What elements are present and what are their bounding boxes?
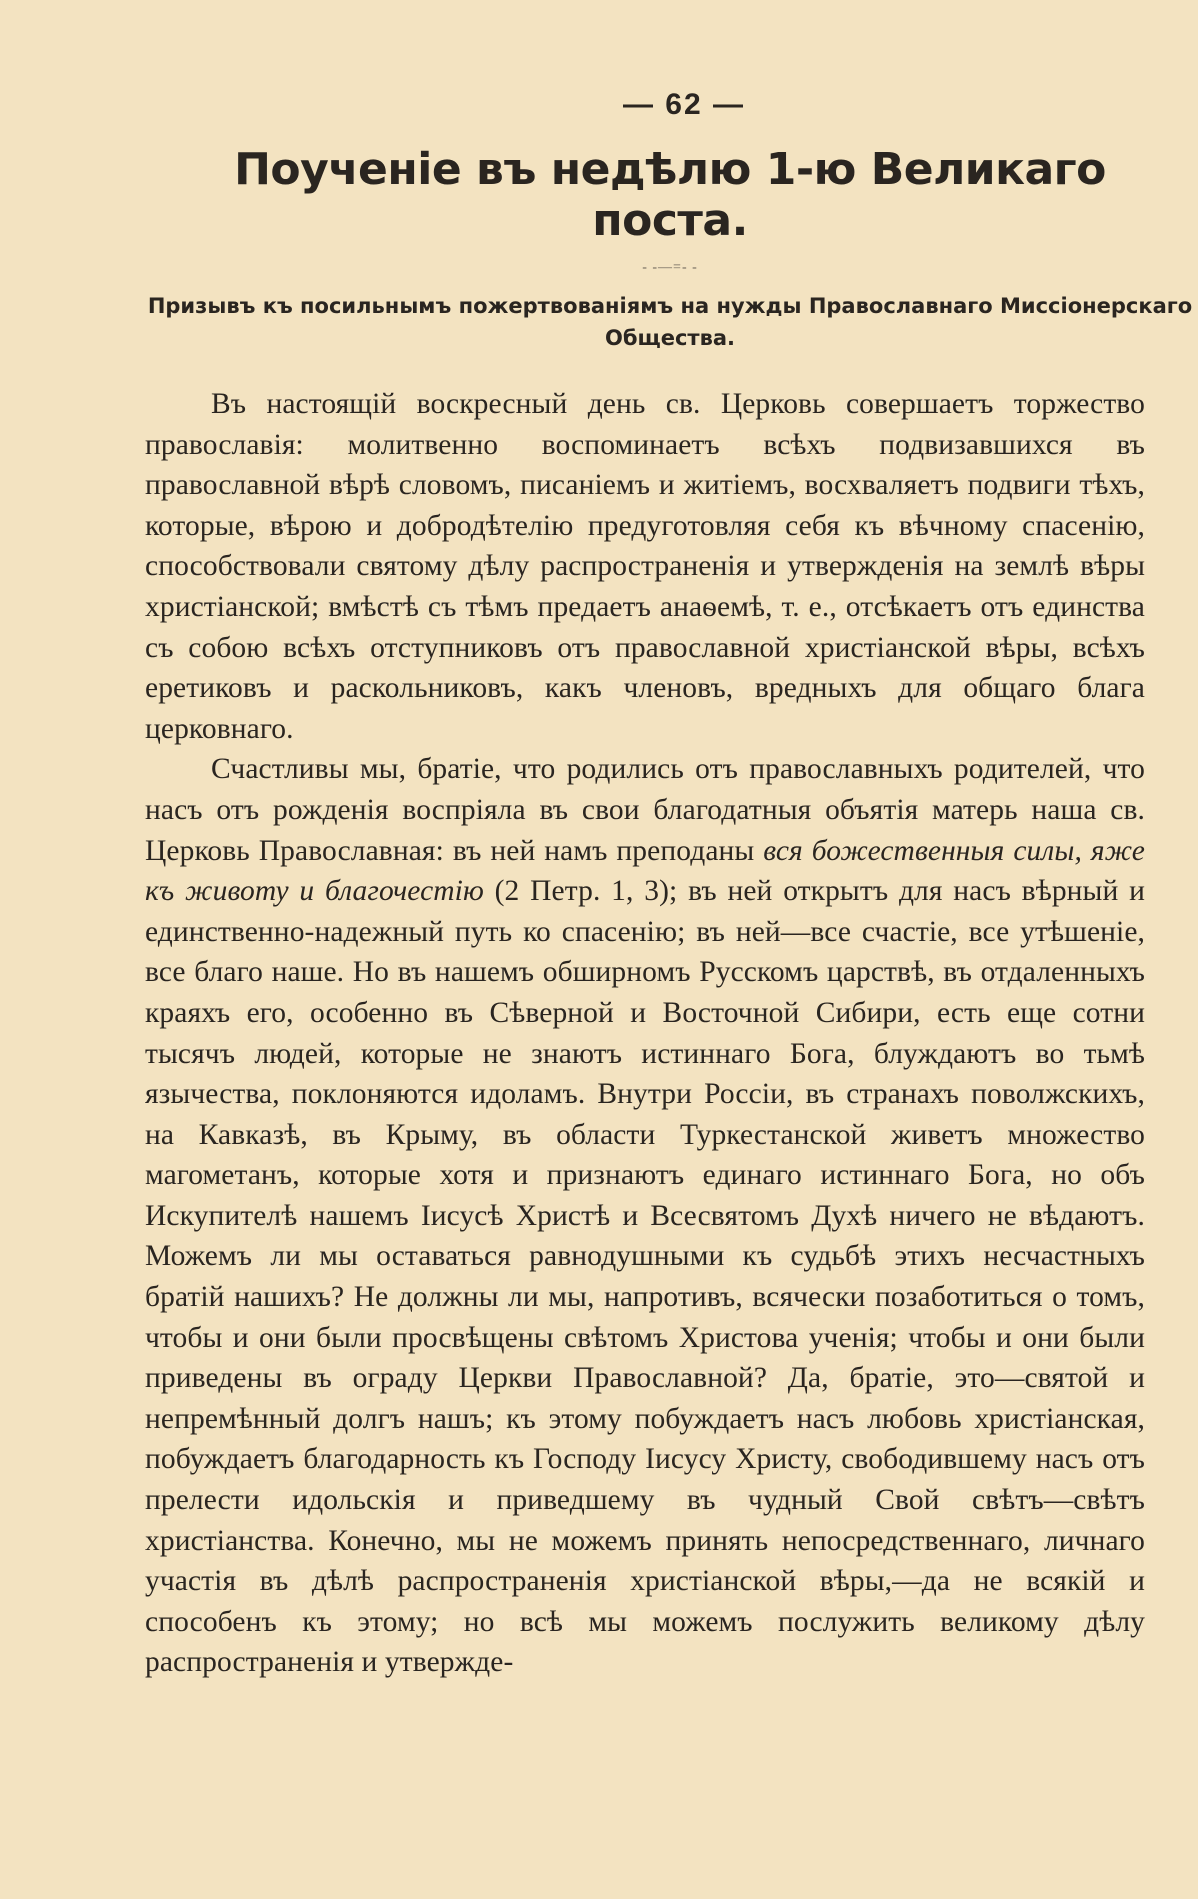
title-ornament: - -—=- - [642,260,698,275]
paragraph-2-part-2: (2 Петр. 1, 3); въ ней открытъ для насъ вѣрный и единственно-надежный путь ко спасенію; въ ней—все счастіе, все утѣшеніе, все благо наше. Но въ нашемъ обширномъ Русскомъ царствѣ, въ отдаленныхъ краяхъ его, особенно въ Сѣверной и Восточной Сибири, есть еще сотни тысячъ людей, которые не знаютъ истиннаго Бога, блуждаютъ во тьмѣ язычества, поклоняются идоламъ. Внутри Россіи, въ странахъ поволжскихъ, на Кавказѣ, въ Крыму, въ области Туркестанской живетъ множество магометанъ, которые хотя и признаютъ единаго истиннаго Бога, но объ Искупителѣ нашемъ Іисусѣ Христѣ и Всесвятомъ Духѣ ничего не вѣдаютъ. Можемъ ли мы оставаться равнодушными къ судьбѣ этихъ несчастныхъ братій нашихъ? Не должны ли мы, напротивъ, всячески позаботиться о томъ, чтобы и они были просвѣщены свѣтомъ Христова ученія; чтобы и они были приведены въ ограду Церкви Православной? Да, братіе, это—святой и непремѣнный долгъ нашъ; къ этому побуждаетъ насъ любовь христіанская, побуждаетъ благодарность къ Господу Іисусу Христу, свободившему насъ отъ прелести идольскія и приведшему въ чудный Свой свѣтъ—свѣтъ христіанства. Конечно, мы не можемъ принять непосредственнаго, личнаго участія въ дѣлѣ распространенія христіанской вѣры,—да не всякій и способенъ къ этому; но всѣ мы можемъ послужить великому дѣлу распространенія и утвержде- [145,875,1145,1679]
paragraph-2 [145,749,1145,1683]
paragraph-1: Въ настоящій воскресный день св. Церковь совершаетъ торжество православія: молитвенно воспоминаетъ всѣхъ подвизавшихся въ православной вѣрѣ словомъ, писаніемъ и житіемъ, восхваляетъ подвиги тѣхъ, которые, вѣрою и добродѣтелію предуготовляя себя къ вѣчному спасенію, способствовали святому дѣлу распространенія и утвержденія на землѣ вѣры христіанской; вмѣстѣ съ тѣмъ предаетъ анаѳемѣ, т. е., отсѣкаетъ отъ единства съ собою всѣхъ отступниковъ отъ православной христіанской вѣры, всѣхъ еретиковъ и раскольниковъ, какъ членовъ, вредныхъ для общаго блага церковнаго. [145,388,1145,745]
page-number: — 62 — [622,88,746,121]
page-content [145,88,1193,1683]
sermon-title: Поученіе въ недѣлю 1-ю Великаго поста. [234,144,1106,246]
sermon-subtitle: Призывъ къ посильнымъ пожертвованіямъ на нужды Православнаго Миссіонерскаго Общества. [147,294,1193,350]
paragraph-2-part-1: Счастливы мы, братіе, что родились отъ православныхъ родителей, что насъ отъ рожденія воспріяла въ свои благодатныя объятія матерь наша св. Церковь Православная: въ ней намъ преподаны [145,753,1145,867]
scripture-quote: вся божественныя силы, яже къ животу и благочестію [145,834,1146,908]
